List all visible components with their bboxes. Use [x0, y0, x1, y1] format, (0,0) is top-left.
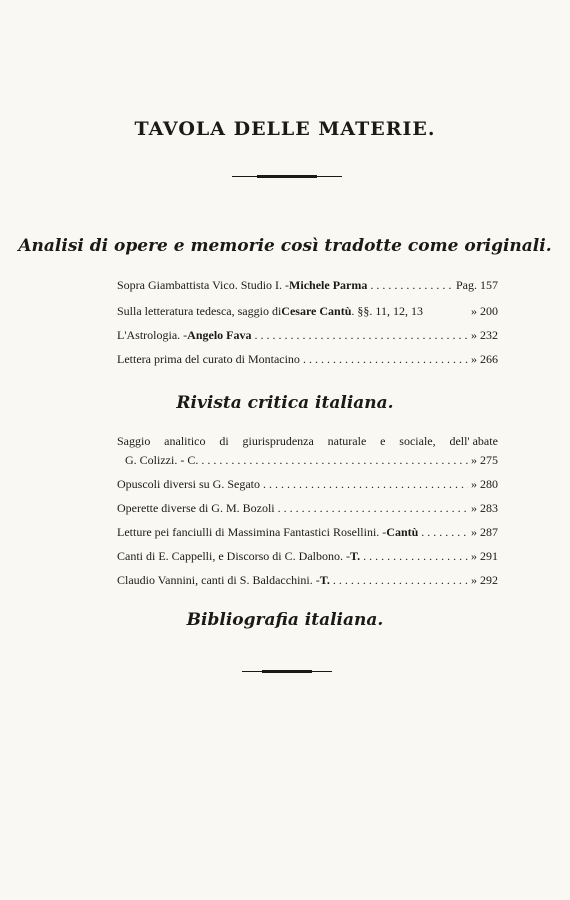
toc-entry-page: » 287	[471, 525, 498, 539]
toc-entry-author: Angelo Fava	[187, 328, 252, 342]
dot-leader	[201, 451, 468, 469]
toc-entry-text: Letture pei fanciulli di Massimina Fantastici Rosellini. -	[117, 525, 387, 539]
word: sociale,	[399, 434, 436, 448]
toc-entry[interactable]	[117, 302, 498, 320]
section-title-bibliografia: Bibliografia italiana.	[186, 610, 384, 630]
toc-entry-text: L'Astrologia. -	[117, 328, 188, 342]
page-title: TAVOLA DELLE MATERIE.	[134, 118, 436, 140]
toc-entry-line1	[117, 432, 498, 450]
toc-entry-page: » 232	[471, 328, 498, 342]
toc-entry[interactable]	[117, 326, 498, 344]
toc-entry-text: Operette diverse di G. M. Bozoli	[117, 501, 275, 515]
toc-entry-author: Cantù	[386, 525, 419, 539]
dot-leader	[278, 499, 468, 517]
dot-leader	[421, 523, 468, 541]
word: giurisprudenza	[242, 434, 314, 448]
title-divider-thin	[232, 176, 342, 177]
toc-entry-text: Canti di E. Cappelli, e Discorso di C. Dalbono. -	[117, 549, 350, 563]
toc-entry-page: » 292	[471, 573, 498, 587]
word: analitico	[164, 434, 206, 448]
toc-entry[interactable]	[117, 547, 498, 565]
word: di	[219, 434, 229, 448]
word: dell' abate	[449, 434, 498, 448]
toc-entry-page: » 266	[471, 352, 498, 366]
toc-entry-text: Lettera prima del curato di Montacino	[117, 352, 300, 366]
dot-leader	[333, 571, 468, 589]
toc-entry-page: » 200	[471, 304, 498, 318]
toc-entry[interactable]	[117, 499, 498, 517]
bottom-divider-thin	[242, 671, 332, 672]
toc-entry-author: T.	[349, 549, 361, 563]
toc-entry[interactable]	[117, 276, 498, 294]
dot-leader	[370, 276, 453, 294]
toc-entry-page: » 291	[471, 549, 498, 563]
toc-entry-text: G. Colizzi. - C.	[125, 453, 199, 467]
dot-leader	[303, 350, 468, 368]
word: e	[380, 434, 386, 448]
toc-entry-author: Michele Parma	[289, 278, 368, 292]
toc-entry-author: Cesare Cantù	[281, 304, 352, 318]
toc-entry-page: Pag. 157	[456, 278, 498, 292]
section-title-rivista: Rivista critica italiana.	[176, 393, 394, 413]
toc-entry[interactable]	[125, 451, 498, 469]
toc-entry[interactable]	[117, 475, 498, 493]
toc-entry-page: » 275	[471, 453, 498, 467]
toc-entry[interactable]	[117, 523, 498, 541]
section-title-analisi: Analisi di opere e memorie così tradotte come originali.	[18, 236, 552, 256]
dot-leader	[263, 475, 468, 493]
toc-entry-text: Sulla letteratura tedesca, saggio di	[117, 304, 282, 318]
word: naturale	[327, 434, 367, 448]
toc-entry-page: » 283	[471, 501, 498, 515]
toc-entry[interactable]	[117, 571, 498, 589]
toc-entry-text: Opuscoli diversi su G. Segato	[117, 477, 260, 491]
toc-entry-page: » 280	[471, 477, 498, 491]
toc-entry-author: T.	[319, 573, 330, 587]
toc-entry[interactable]	[117, 350, 498, 368]
dot-leader	[363, 547, 468, 565]
dot-leader	[255, 326, 469, 344]
toc-entry-text: Claudio Vannini, canti di S. Baldacchini. -	[117, 573, 320, 587]
word: Saggio	[117, 434, 151, 448]
toc-entry-extra: . §§. 11, 12, 13	[351, 304, 423, 318]
toc-entry-text: Sopra Giambattista Vico. Studio I. -	[117, 278, 290, 292]
